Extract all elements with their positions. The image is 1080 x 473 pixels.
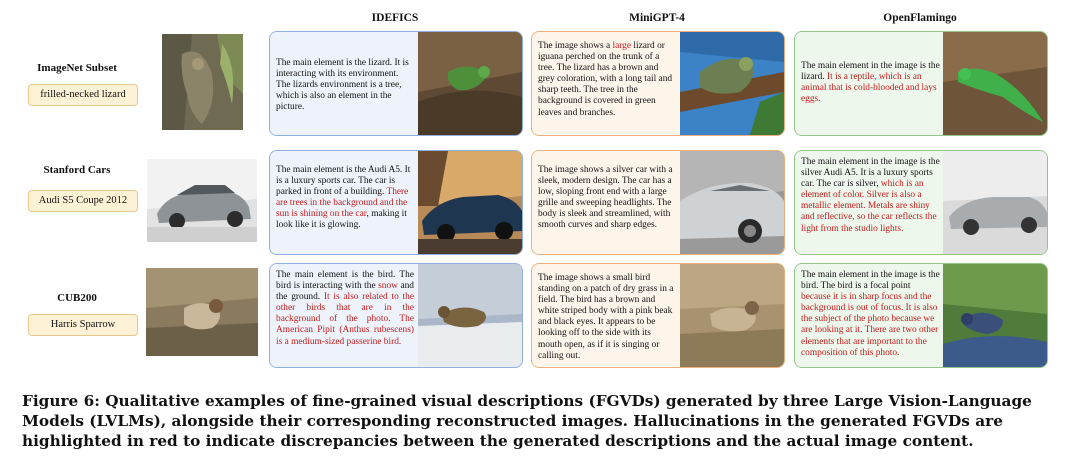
reconstructed-image-small-bird bbox=[680, 264, 784, 367]
description-segment: The image shows a silver car with a sleek, modern design. The car has a low, sloping front end with a large grille and sweeping headlights. The body is sleek and streamlined, with smooth curves and sharp edges. bbox=[538, 165, 673, 231]
hallucination-text: It is a reptile, which is an animal that is cold-blooded and lays eggs. bbox=[801, 72, 937, 105]
original-image-lizard bbox=[162, 34, 243, 130]
reconstructed-image-pipit bbox=[418, 264, 522, 367]
hallucination-text: It is also related to the other birds that are in the background of the photo. The American Pipit (Anthus rubescens) is a medium-sized passerine bird. bbox=[276, 292, 414, 347]
description-text bbox=[276, 270, 414, 348]
reconstructed-image-audi-street bbox=[418, 151, 522, 254]
description-segment: The main element is the lizard. It is interacting with its environment. The lizards environment is a tree, which is also an element in the picture. bbox=[276, 58, 409, 113]
figure-caption: Figure 6: Qualitative examples of fine-grained visual descriptions (FGVDs) generated by three Large Vision-Language Models (LVLMs), alongside their corresponding reconstructed images. Hallucinations in the generated FGVDs are highlighted in red to indicate discrepancies between the generated descriptions and the actual image content. bbox=[22, 392, 1032, 450]
description-segment: The image shows a bbox=[538, 41, 613, 51]
description-segment: lizard or iguana perched on the trunk of a tree. The lizard has a brown and grey coloration, with a long tail and sharp teeth. The tree in the background is covered in green leaves and branches. bbox=[538, 41, 673, 118]
description-text bbox=[538, 41, 676, 119]
description-text bbox=[801, 61, 941, 105]
description-text bbox=[538, 165, 676, 232]
column-header-openflamingo: OpenFlamingo bbox=[883, 12, 957, 24]
reconstructed-image-lizard bbox=[418, 32, 522, 135]
description-segment: The main element is the Audi A5. It is a luxury sports car. The car is parked in front of a building. bbox=[276, 165, 411, 198]
column-header-minigpt4: MiniGPT-4 bbox=[629, 12, 685, 24]
hallucination-text: large bbox=[612, 41, 632, 51]
row-label-frilled-necked-lizard: frilled-necked lizard bbox=[28, 84, 138, 106]
description-segment: The main element in the image is the bird. The bird is a focal point bbox=[801, 270, 940, 292]
row-dataset-imagenet: ImageNet Subset bbox=[37, 62, 117, 74]
description-text bbox=[276, 58, 414, 113]
description-card-minigpt4-lizard bbox=[531, 31, 785, 136]
description-segment: The image shows a small bird standing on a patch of dry grass in a field. The bird has a brown and white striped body with a pink beak and black eyes. It appears to be looking off to the side with its mouth open, as if it is singing or calling out. bbox=[538, 273, 674, 361]
description-card-idefics-car bbox=[269, 150, 523, 255]
description-segment: and the ground. bbox=[276, 281, 414, 303]
row-label-harris-sparrow: Harris Sparrow bbox=[28, 314, 138, 336]
description-card-openflamingo-bird bbox=[794, 263, 1048, 368]
description-segment: , making it look like it is glowing. bbox=[276, 209, 407, 231]
description-card-minigpt4-bird bbox=[531, 263, 785, 368]
description-text bbox=[801, 157, 941, 235]
description-segment: The main element in the image is the silver Audi A5. It is a luxury sports car. The car is silver, bbox=[801, 157, 940, 190]
description-card-idefics-lizard bbox=[269, 31, 523, 136]
description-card-minigpt4-car bbox=[531, 150, 785, 255]
hallucination-text: because it is in sharp focus and the background is out of focus. It is also the subject of the photo because we are looking at it. There are two other elements that are important to the composition of this photo. bbox=[801, 292, 939, 358]
original-image-sparrow bbox=[146, 268, 258, 356]
reconstructed-image-silver-convertible bbox=[943, 151, 1047, 254]
row-dataset-stanford-cars: Stanford Cars bbox=[43, 164, 111, 176]
description-card-openflamingo-lizard bbox=[794, 31, 1048, 136]
reconstructed-image-iguana bbox=[680, 32, 784, 135]
description-text bbox=[801, 270, 941, 359]
hallucination-text: which is an element of color. Silver is also a metallic element. Metals are shiny and reflective, so the car reflects the light from the studio lights. bbox=[801, 179, 937, 234]
description-text bbox=[538, 273, 676, 362]
reconstructed-image-green-lizard bbox=[943, 32, 1047, 135]
description-segment: The main element is the bird. The bird is interacting with the bbox=[276, 270, 414, 292]
row-dataset-cub200: CUB200 bbox=[57, 292, 97, 304]
hallucination-text: There are trees in the background and the sun is shining on the car bbox=[276, 187, 409, 220]
original-image-audi bbox=[147, 159, 257, 242]
description-segment: The main element in the image is the lizard. bbox=[801, 61, 940, 83]
reconstructed-image-blue-bird bbox=[943, 264, 1047, 367]
row-label-audi-s5: Audi S5 Coupe 2012 bbox=[28, 190, 138, 212]
description-text bbox=[276, 165, 414, 232]
description-card-openflamingo-car bbox=[794, 150, 1048, 255]
reconstructed-image-silver-car bbox=[680, 151, 784, 254]
description-card-idefics-bird bbox=[269, 263, 523, 368]
hallucination-text: snow bbox=[378, 281, 398, 292]
column-header-idefics: IDEFICS bbox=[371, 12, 419, 24]
